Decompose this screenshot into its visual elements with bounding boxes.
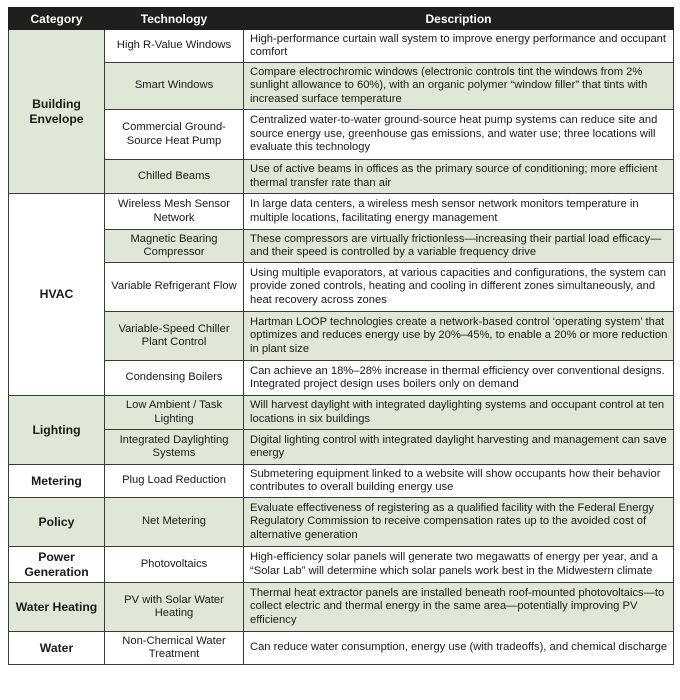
table-row <box>9 63 674 110</box>
technology-cell: Commercial Ground-Source Heat Pump <box>105 110 244 160</box>
table-row <box>9 194 674 230</box>
table-row <box>9 110 674 160</box>
table-row <box>9 312 674 361</box>
technology-table-container <box>8 7 673 665</box>
description-cell: Evaluate effectiveness of registering as a qualified facility with the Federal Energy Regulatory Commission to receive compensation rates up to the avoided cost of alternative generation <box>244 498 674 547</box>
header-row <box>9 8 674 30</box>
table-row <box>9 430 674 465</box>
description-cell: Thermal heat extractor panels are installed beneath roof-mounted photovoltaics—to collect electric and thermal energy in the same area—potentially improving PV efficiency <box>244 583 674 632</box>
table-row <box>9 498 674 547</box>
technology-cell: Non-Chemical Water Treatment <box>105 632 244 665</box>
category-power-generation: Power Generation <box>9 547 105 583</box>
table-row <box>9 30 674 63</box>
category-water: Water <box>9 632 105 665</box>
technology-cell: Low Ambient / Task Lighting <box>105 396 244 430</box>
description-cell: Hartman LOOP technologies create a network-based control ‘operating system’ that optimizes and reduces energy use by 20%–45%, to enable a 20% or more reduction in plant size <box>244 312 674 361</box>
table-row <box>9 361 674 396</box>
category-policy: Policy <box>9 498 105 547</box>
table-row <box>9 230 674 263</box>
description-cell: These compressors are virtually frictionless—increasing their partial load efficacy—and their speed is controlled by a variable frequency drive <box>244 230 674 263</box>
description-cell: High-efficiency solar panels will generate two megawatts of energy per year, and a “Solar Lab” will determine which solar panels work best in the Midwestern climate <box>244 547 674 583</box>
header-category: Category <box>9 8 105 30</box>
table-row <box>9 583 674 632</box>
description-cell: Can achieve an 18%–28% increase in thermal efficiency over conventional designs. Integrated project design uses boilers only on demand <box>244 361 674 396</box>
header-technology: Technology <box>105 8 244 30</box>
technology-cell: Integrated Daylighting Systems <box>105 430 244 465</box>
category-lighting: Lighting <box>9 396 105 465</box>
table-row <box>9 547 674 583</box>
description-cell: Using multiple evaporators, at various capacities and configurations, the system can provide zoned controls, heating and cooling in different zones simultaneously, and heat recovery across zones <box>244 263 674 312</box>
header-description: Description <box>244 8 674 30</box>
table-row <box>9 263 674 312</box>
technology-cell: Smart Windows <box>105 63 244 110</box>
technology-cell: Net Metering <box>105 498 244 547</box>
technology-cell: High R-Value Windows <box>105 30 244 63</box>
table-row <box>9 465 674 498</box>
technology-cell: PV with Solar Water Heating <box>105 583 244 632</box>
description-cell: Will harvest daylight with integrated daylighting systems and occupant control at ten locations in six buildings <box>244 396 674 430</box>
description-cell: Compare electrochromic windows (electronic controls tint the windows from 2% sunlight allowance to 60%), with an organic polymer “window filler” that tints with increased surface temperature <box>244 63 674 110</box>
description-cell: Submetering equipment linked to a website will show occupants how their behavior contributes to overall building energy use <box>244 465 674 498</box>
category-water-heating: Water Heating <box>9 583 105 632</box>
description-cell: Centralized water-to-water ground-source heat pump systems can reduce site and source energy use, greenhouse gas emissions, and water use; three locations will evaluate this technology <box>244 110 674 160</box>
description-cell: High-performance curtain wall system to improve energy performance and occupant comfort <box>244 30 674 63</box>
category-metering: Metering <box>9 465 105 498</box>
technology-table <box>8 7 674 665</box>
technology-cell: Variable Refrigerant Flow <box>105 263 244 312</box>
technology-cell: Plug Load Reduction <box>105 465 244 498</box>
technology-cell: Wireless Mesh Sensor Network <box>105 194 244 230</box>
description-cell: Use of active beams in offices as the primary source of conditioning; more efficient thermal transfer rate than air <box>244 160 674 194</box>
table-row <box>9 160 674 194</box>
description-cell: Can reduce water consumption, energy use (with tradeoffs), and chemical discharge <box>244 632 674 665</box>
category-hvac: HVAC <box>9 194 105 396</box>
category-building-envelope: Building Envelope <box>9 30 105 194</box>
technology-cell: Photovoltaics <box>105 547 244 583</box>
technology-cell: Magnetic Bearing Compressor <box>105 230 244 263</box>
description-cell: In large data centers, a wireless mesh sensor network monitors temperature in multiple locations, facilitating energy management <box>244 194 674 230</box>
technology-cell: Condensing Boilers <box>105 361 244 396</box>
table-row <box>9 632 674 665</box>
description-cell: Digital lighting control with integrated daylight harvesting and management can save energy <box>244 430 674 465</box>
technology-cell: Variable-Speed Chiller Plant Control <box>105 312 244 361</box>
table-row <box>9 396 674 430</box>
technology-cell: Chilled Beams <box>105 160 244 194</box>
